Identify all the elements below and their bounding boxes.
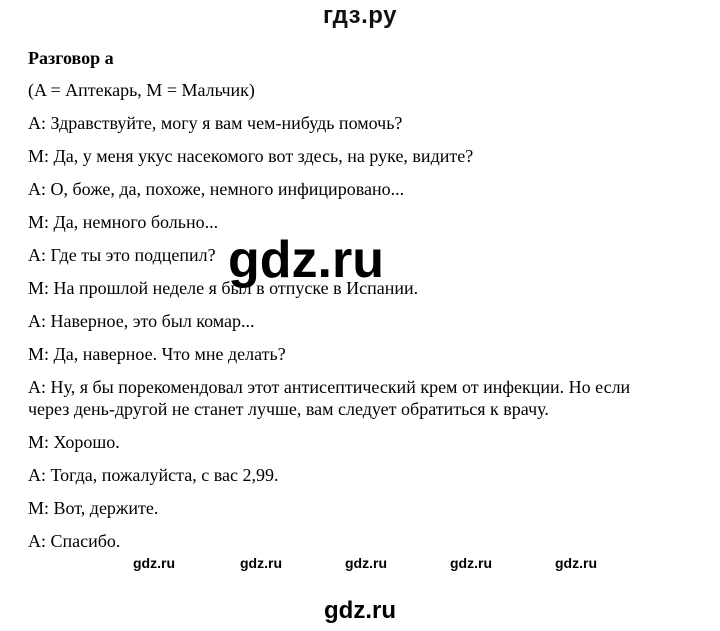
dialogue-line: A: Наверное, это был комар...: [28, 311, 255, 331]
dialogue-line: M: Хорошо.: [28, 432, 120, 452]
watermark-footer: gdz.ru: [324, 597, 396, 624]
watermark-row-item: gdz.ru: [450, 555, 492, 571]
speaker-legend: (A = Аптекарь, M = Мальчик): [28, 80, 255, 100]
dialogue-line: M: Да, у меня укус насекомого вот здесь, на руке, видите?: [28, 146, 474, 166]
watermark-row-item: gdz.ru: [345, 555, 387, 571]
document-body: [28, 47, 708, 563]
dialogue-line: A: O, боже, да, похоже, немного инфицировано...: [28, 179, 405, 199]
dialogue-line: M: На прошлой неделе я был в отпуске в Испании.: [28, 278, 419, 298]
dialogue-line: M: Вот, держите.: [28, 498, 159, 518]
dialogue-line: M: Да, наверное. Что мне делать?: [28, 344, 286, 364]
dialogue-line: M: Да, немного больно...: [28, 212, 219, 232]
watermark-center: gdz.ru: [228, 231, 384, 289]
conversation-title: Разговор a: [28, 48, 114, 68]
watermark-row-item: gdz.ru: [133, 555, 175, 571]
watermark-row-item: gdz.ru: [555, 555, 597, 571]
dialogue-line: A: Здравствуйте, могу я вам чем-нибудь помочь?: [28, 113, 403, 133]
dialogue-line: A: Тогда, пожалуйста, с вас 2,99.: [28, 465, 279, 485]
site-header: гдз.ру: [323, 2, 397, 29]
dialogue-line: A: Где ты это подцепил?: [28, 245, 216, 265]
dialogue-line: A: Ну, я бы порекомендовал этот антисептический крем от инфекции. Но если через день-другой не станет лучше, вам следует обратиться к врачу.: [28, 377, 631, 419]
dialogue-line: A: Спасибо.: [28, 531, 121, 551]
watermark-row-item: gdz.ru: [240, 555, 282, 571]
